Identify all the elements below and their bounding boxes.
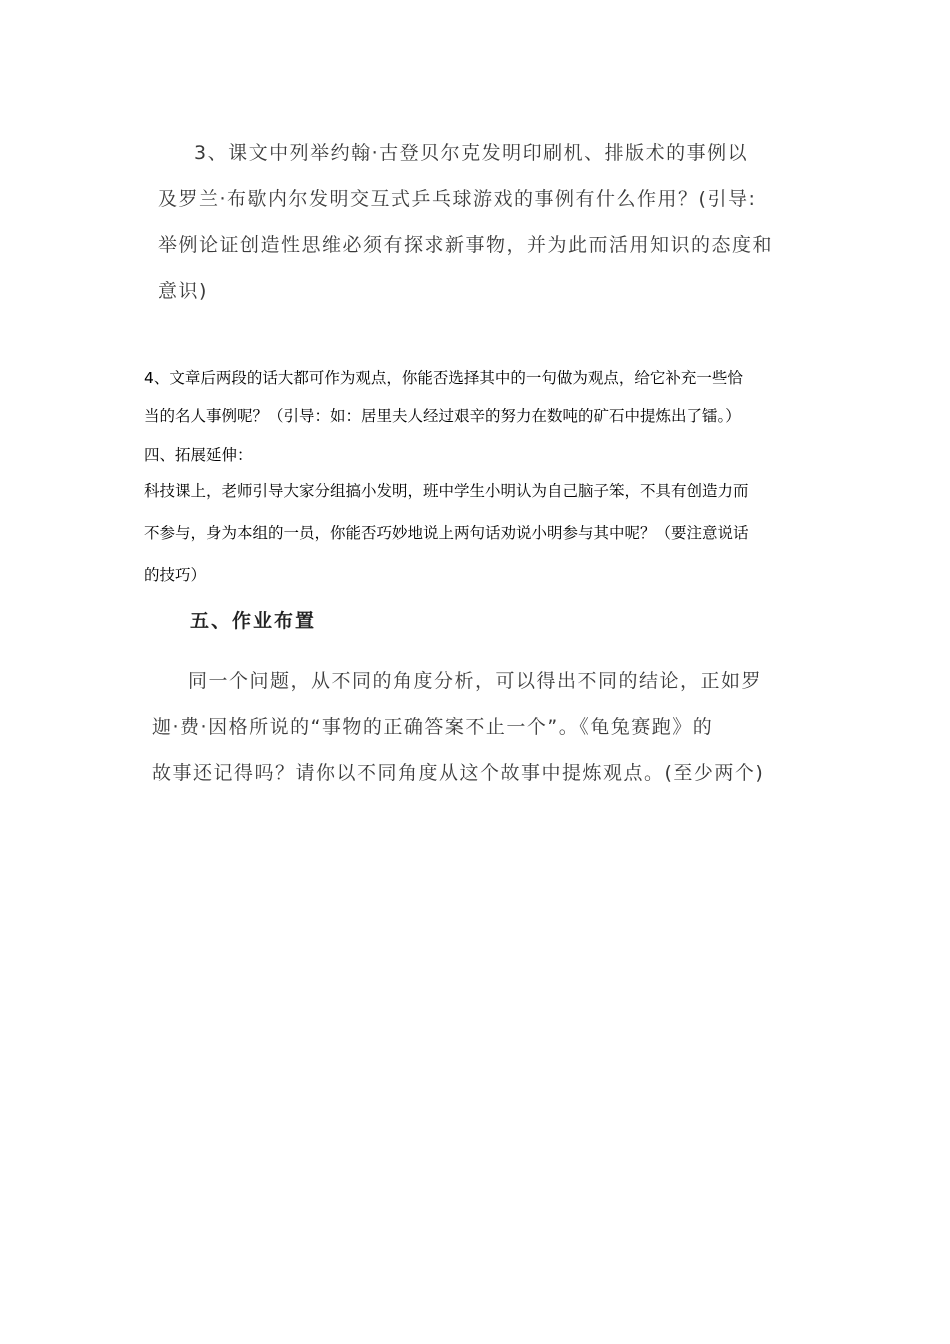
question-4-line-1: 4、文章后两段的话大都可作为观点，你能否选择其中的一句做为观点，给它补充一些恰 — [144, 369, 743, 387]
question-4-line-2: 当的名人事例呢？（引导：如：居里夫人经过艰辛的努力在数吨的矿石中提炼出了镭。） — [144, 407, 741, 425]
question-4-block — [144, 358, 824, 434]
section-5-line-3: 故事还记得吗？请你以不同角度从这个故事中提炼观点。(至少两个) — [152, 762, 765, 784]
section-4-line-2: 不参与，身为本组的一员，你能否巧妙地说上两句话劝说小明参与其中呢？（要注意说话 — [144, 524, 749, 542]
question-3-block — [158, 130, 798, 314]
section-5-title: 五、作业布置 — [190, 610, 317, 632]
question-3-line-3: 举例论证创造性思维必须有探求新事物，并为此而活用知识的态度和 — [158, 234, 774, 256]
section-4-title: 四、拓展延伸： — [144, 446, 253, 464]
question-3-line-2: 及罗兰·布歇内尔发明交互式乒乓球游戏的事例有什么作用？(引导: — [158, 188, 757, 210]
section-4-line-1: 科技课上，老师引导大家分组搞小发明，班中学生小明认为自己脑子笨，不具有创造力而 — [144, 482, 749, 500]
question-3-line-1: 3、课文中列举约翰·古登贝尔克发明印刷机、排版术的事例以 — [194, 142, 749, 164]
section-4-line-3: 的技巧） — [144, 566, 207, 584]
section-5-line-1: 同一个问题，从不同的角度分析，可以得出不同的结论，正如罗 — [188, 670, 763, 692]
section-5-line-2: 迦·费·因格所说的“事物的正确答案不止一个”。《龟兔赛跑》的 — [152, 716, 714, 738]
section-4-block — [144, 440, 824, 596]
section-5-block — [152, 658, 792, 796]
question-3-line-4: 意识) — [158, 280, 208, 302]
